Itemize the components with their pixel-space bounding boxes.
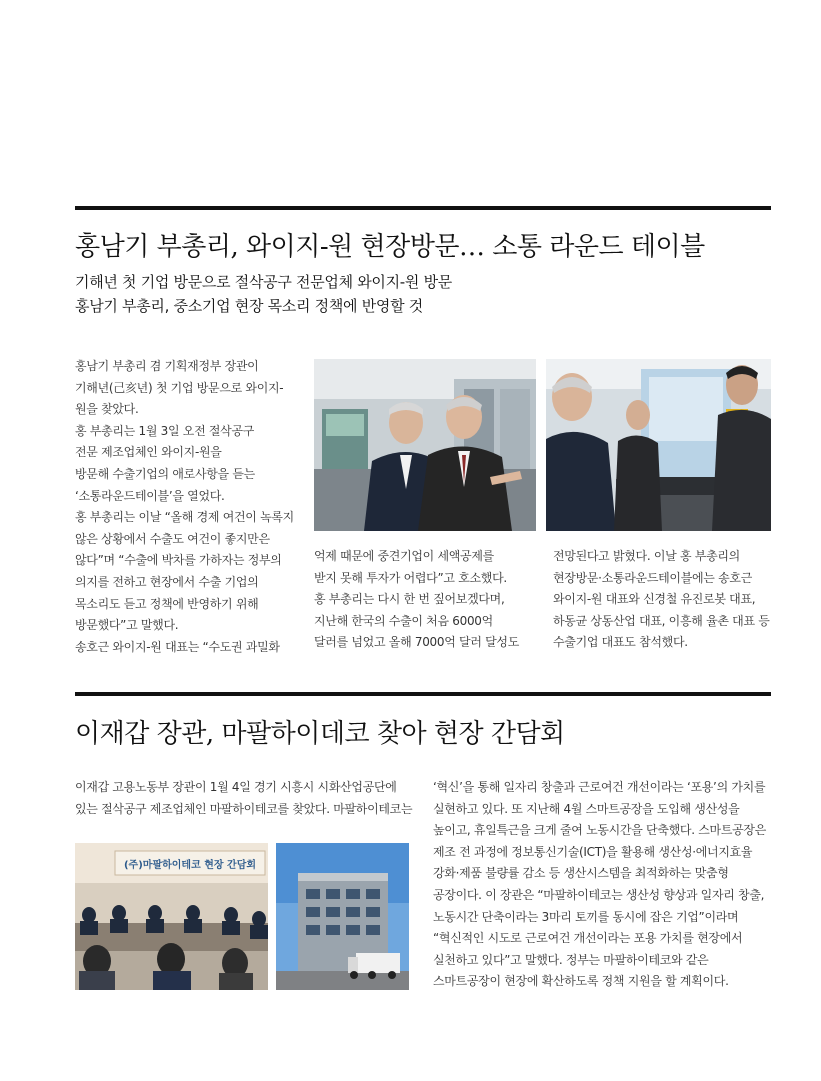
body-line: 하동균 상동산업 대표, 이흥해 율촌 대표 등 [553,613,770,628]
body-line: 있는 절삭공구 제조업체인 마팔하이테코를 찾았다. 마팔하이테코는 [75,801,413,816]
article1-top-rule [75,206,771,210]
body-line: 전문 제조업체인 와이지-원을 [75,445,222,460]
body-line: 기해년(己亥년) 첫 기업 방문으로 와이지- [75,380,284,395]
photo-vice-pm-visit [314,359,536,531]
body-line: 억제 때문에 중견기업이 세액공제를 [314,549,494,563]
body-line: 수출기업 대표도 참석했다. [553,635,688,650]
photo-factory-inspection [546,359,771,531]
body-line: 않다”며 “수출에 박차를 가하자는 정부의 [75,553,282,568]
body-line: 홍 부총리는 다시 한 번 짚어보겠다며, [314,592,505,607]
body-line: 강화·제품 불량률 감소 등 생산시스템을 최적화하는 맞춤형 [433,866,729,881]
article2-top-rule [75,692,771,696]
photo-meeting [75,843,268,990]
body-line: 지난해 한국의 수출이 처음 6000억 [314,613,493,628]
article2-right-text [433,777,766,993]
body-line: ‘소통라운드테이블’을 열었다. [75,488,225,503]
body-line: 홍남기 부총리 겸 기획재정부 장관이 [75,359,259,373]
body-line: 방문해 수출기업의 애로사항을 듣는 [75,466,255,481]
body-line: 송호근 와이지-원 대표는 “수도권 과밀화 [75,639,280,654]
body-line: 스마트공장이 현장에 확산하도록 정책 지원을 할 계획이다. [433,974,729,989]
body-line: 않은 상황에서 수출도 여건이 좋지만은 [75,531,270,546]
body-line: 의지를 전하고 현장에서 수출 기업의 [75,574,259,589]
body-line: 높이고, 휴일특근을 크게 줄여 노동시간을 단축했다. 스마트공장은 [433,823,767,838]
body-line: 홍 부총리는 1월 3일 오전 절삭공구 [75,423,255,438]
body-line: 받지 못해 투자가 어렵다”고 호소했다. [314,570,507,585]
body-line: 와이지-원 대표와 신경철 유진로봇 대표, [553,592,756,607]
body-line: 원을 찾았다. [75,402,139,417]
article2-title: 이재갑 장관, 마팔하이데코 찾아 현장 간담회 [75,719,565,749]
body-line: 목소리도 듣고 정책에 반영하기 위해 [75,596,259,611]
body-line: 실천하고 있다”고 말했다. 정부는 마팔하이테코와 같은 [433,952,709,967]
body-line: ‘혁신’을 통해 일자리 창출과 근로여건 개선이라는 ‘포용’의 가치를 [433,780,766,794]
body-line: 노동시간 단축이라는 3마리 토끼를 동시에 잡은 기업”이라며 [433,909,739,924]
body-line: 이재갑 고용노동부 장관이 1월 4일 경기 시흥시 시화산업공단에 [75,780,397,794]
body-line: 전망된다고 밝혔다. 이날 홍 부총리의 [553,549,740,563]
body-line: 공장이다. 이 장관은 “마팔하이테코는 생산성 향상과 일자리 창출, [433,887,765,902]
article1-subtitle-2: 홍남기 부총리, 중소기업 현장 목소리 정책에 반영할 것 [75,297,423,315]
body-line: 홍 부총리는 이날 “올해 경제 여건이 녹록지 [75,510,294,525]
photo-company-building [276,843,409,990]
article1-column-2 [314,546,519,654]
body-line: 실현하고 있다. 또 지난해 4월 스마트공장을 도입해 생산성을 [433,801,740,816]
meeting-banner-text: (주)마팔하이테코 현장 간담회 [123,860,257,871]
body-line: “혁신적인 시도로 근로여건 개선이라는 포용 가치를 현장에서 [433,931,743,946]
body-line: 제조 전 과정에 정보통신기술(ICT)을 활용해 생산성·에너지효율 [433,844,753,859]
article1-column-1 [75,356,294,658]
article2-left-text [75,777,412,820]
article1-subtitle-1: 기해년 첫 기업 방문으로 절삭공구 전문업체 와이지-원 방문 [75,273,452,291]
body-line: 현장방문·소통라운드테이블에는 송호근 [553,570,752,585]
body-line: 달러를 넘었고 올해 7000억 달러 달성도 [314,635,520,650]
article1-column-3 [553,546,770,654]
article1-title: 홍남기 부총리, 와이지-원 현장방문… 소통 라운드 테이블 [75,232,705,262]
body-line: 방문했다”고 말했다. [75,618,179,633]
